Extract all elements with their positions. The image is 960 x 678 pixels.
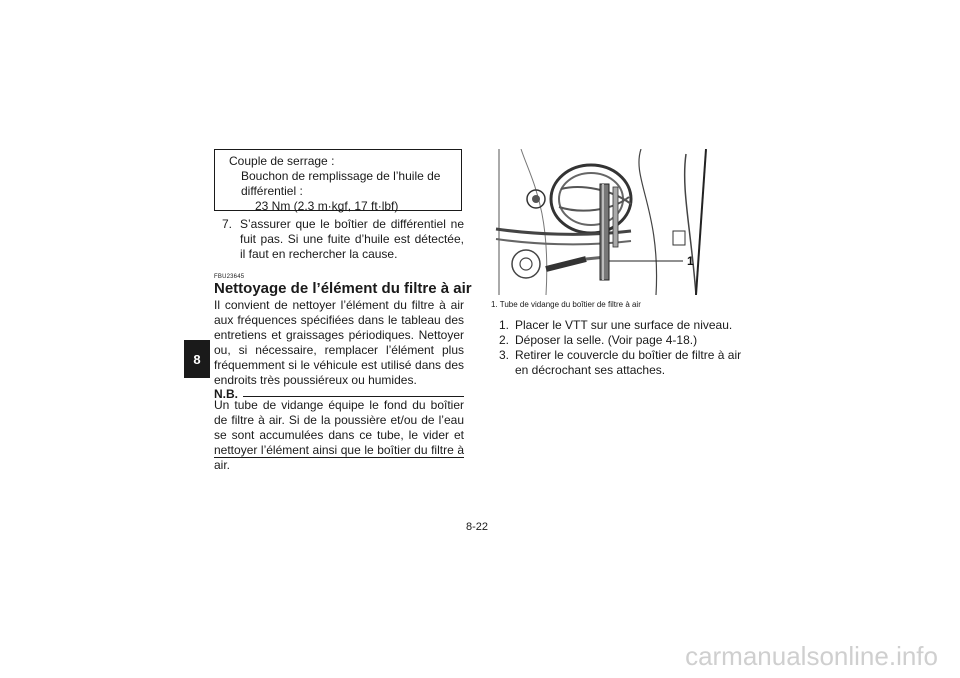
step-text: Déposer la selle. (Voir page 4-18.) xyxy=(515,333,698,347)
step-text: Retirer le couvercle du boîtier de filtre à air en décrochant ses attaches. xyxy=(515,348,742,377)
section-paragraph: Il convient de nettoyer l’élément du filtre à air aux fréquences spécifiées dans le tableau des entretiens et graissages périodiques. Nettoyer ou, si nécessaire, remplacer l’élément plus fréquemment si le véhicule est utilisé dans des endroits très poussiéreux ou humides. xyxy=(214,298,464,387)
chapter-tab-number: 8 xyxy=(193,351,201,367)
step-7-text: S’assurer que le boîtier de différentiel ne fuit pas. Si une fuite d’huile est détectée, il faut en rechercher la cause. xyxy=(240,217,464,261)
note-rule-top xyxy=(243,396,464,397)
torque-item: Bouchon de remplissage de l’huile de différentiel : xyxy=(241,169,441,198)
section-code: FBU23645 xyxy=(214,274,245,280)
note-text: Un tube de vidange équipe le fond du boîtier de filtre à air. Si de la poussière et/ou de l’eau se sont accumulées dans ce tube, le vider et nettoyer l’élément ainsi que le boîtier du filtre à air. xyxy=(214,398,464,472)
step-number: 3. xyxy=(499,348,510,362)
list-item xyxy=(491,318,751,333)
note-title: N.B. xyxy=(214,387,238,401)
torque-value: 23 Nm (2.3 m·kgf, 17 ft·lbf) xyxy=(255,199,399,213)
step-7 xyxy=(214,217,464,262)
figure-caption: 1. Tube de vidange du boîtier de filtre à air xyxy=(491,300,641,309)
steps-list xyxy=(491,318,751,378)
section-heading: Nettoyage de l’élément du filtre à air xyxy=(214,280,472,297)
watermark: carmanualsonline.info xyxy=(685,641,938,671)
step-number: 2. xyxy=(499,333,510,347)
step-7-number: 7. xyxy=(222,217,233,231)
page-number: 8-22 xyxy=(466,521,489,533)
air-filter-drain-photo xyxy=(491,149,716,295)
list-item xyxy=(491,333,751,348)
step-text: Placer le VTT sur une surface de niveau. xyxy=(515,318,733,332)
list-item xyxy=(491,348,751,378)
photo-callout-number: 1 xyxy=(687,254,694,268)
torque-title: Couple de serrage : xyxy=(229,154,335,168)
chapter-tab xyxy=(184,340,210,378)
torque-spec-box xyxy=(214,149,462,211)
step-number: 1. xyxy=(499,318,510,332)
note-rule-bottom xyxy=(214,457,464,458)
